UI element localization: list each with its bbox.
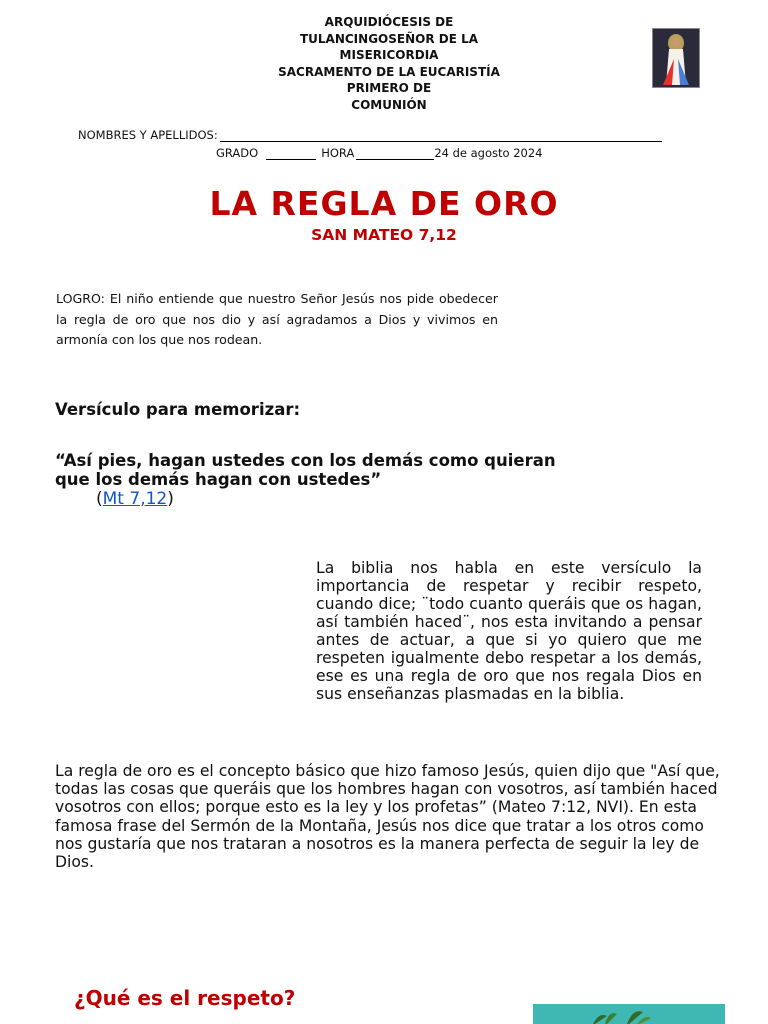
verse-heading: Versículo para memorizar: bbox=[55, 400, 301, 419]
header-line: ARQUIDIÓCESIS DE bbox=[324, 15, 454, 29]
header-line: MISERICORDIA bbox=[339, 48, 439, 62]
names-field bbox=[78, 128, 662, 142]
verse-quote bbox=[55, 451, 635, 489]
golden-rule-paragraph: La regla de oro es el concepto básico que hizo famoso Jesús, quien dijo que "Así que, todas las cosas que queráis que los hombres hagan con vosotros, así también haced vosotros con ellos; porque esto es la ley y los profetas” (Mateo 7:12, NVI). En esta famosa frase del Sermón de la Montaña, Jesús nos dice que tratar a los otros como nos gustaría que nos trataran a nosotros es la manera perfecta de seguir la ley de Dios. bbox=[55, 762, 720, 872]
page-title: LA REGLA DE ORO bbox=[209, 184, 559, 223]
respect-question-heading: ¿Qué es el respeto? bbox=[74, 986, 296, 1010]
grado-input-line[interactable] bbox=[266, 147, 316, 160]
verse-explanation: La biblia nos habla en este versículo la importancia de respetar y recibir respeto, cuando dice; ¨todo cuanto queráis que os hagan, así también haced¨, nos esta invitando a pensar antes de actuar, a que si yo quiero que me respeten igualmente debo respetar a los demás, ese es una regla de oro que nos regala Dios en sus enseñanzas plasmadas en la biblia. bbox=[316, 559, 702, 703]
verse-reference bbox=[96, 489, 174, 509]
header-line: TULANCINGOSEÑOR DE LA bbox=[299, 31, 479, 46]
hora-label: HORA bbox=[321, 146, 355, 160]
names-input-line[interactable] bbox=[220, 129, 662, 142]
divine-mercy-image bbox=[652, 28, 700, 88]
verse-reference-link[interactable]: Mt 7,12 bbox=[102, 489, 168, 509]
illustration-image bbox=[533, 1004, 725, 1024]
divine-mercy-icon bbox=[653, 29, 699, 87]
verse-quote-line: “Así pies, hagan ustedes con los demás como quieran bbox=[55, 451, 556, 470]
date-text: 24 de agosto 2024 bbox=[434, 146, 543, 160]
ref-open-paren: ( bbox=[96, 489, 103, 509]
header-line: SACRAMENTO DE LA EUCARISTÍA bbox=[278, 64, 500, 79]
header-line: COMUNIÓN bbox=[351, 97, 427, 112]
verse-quote-line: que los demás hagan con ustedes” bbox=[55, 470, 382, 489]
page-subtitle: SAN MATEO 7,12 bbox=[311, 226, 457, 244]
parish-header bbox=[250, 14, 528, 113]
ref-close-paren: ) bbox=[167, 489, 174, 509]
plant-icon bbox=[533, 1004, 725, 1024]
grade-time-date-row bbox=[216, 146, 542, 160]
learning-goal: LOGRO: El niño entiende que nuestro Señor Jesús nos pide obedecer la regla de oro que nos dio y así agradamos a Dios y vivimos en armonía con los que nos rodean. bbox=[56, 291, 498, 347]
header-line: PRIMERO DE bbox=[346, 81, 432, 95]
grado-label: GRADO bbox=[216, 146, 259, 160]
names-label: NOMBRES Y APELLIDOS: bbox=[78, 128, 218, 142]
hora-input-line[interactable] bbox=[356, 147, 434, 160]
